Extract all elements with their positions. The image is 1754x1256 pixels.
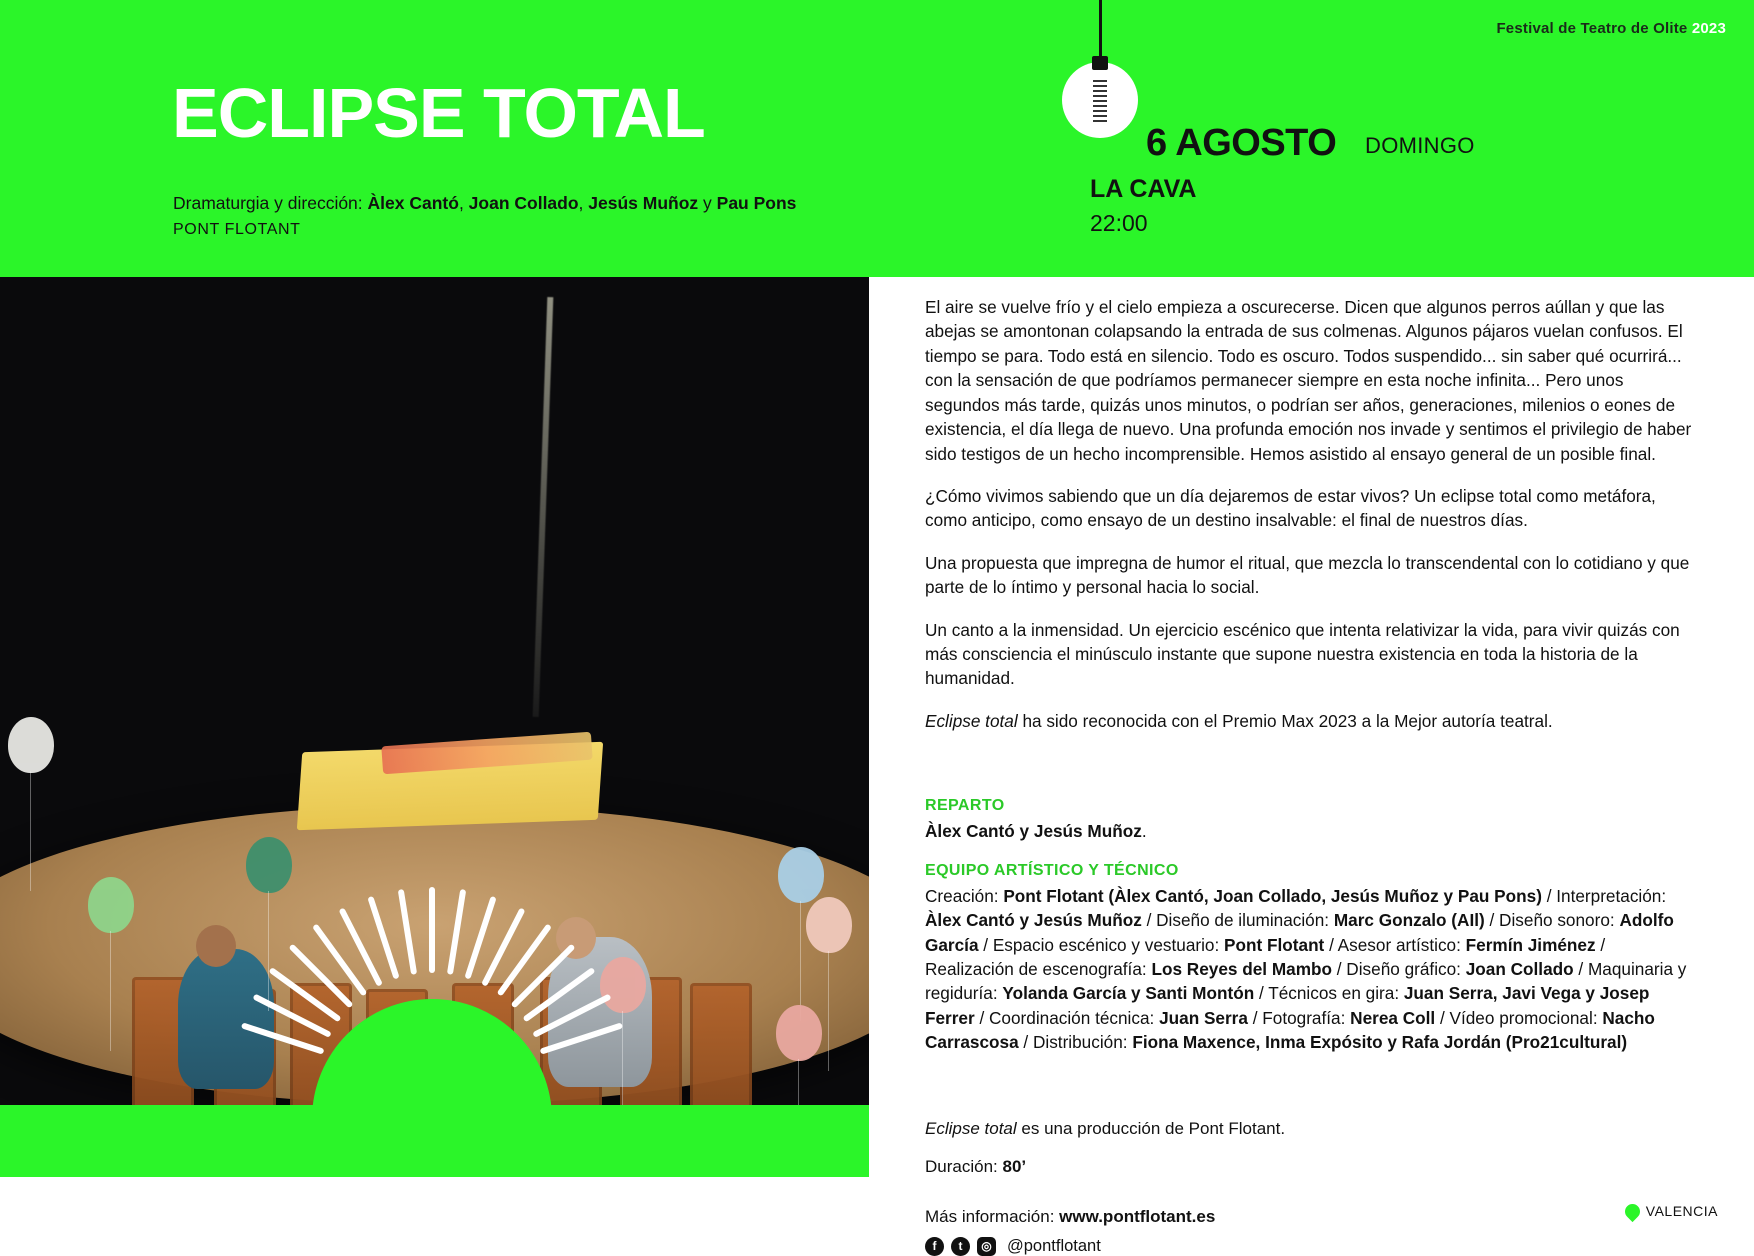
crew-role: / Diseño sonoro: <box>1484 910 1620 931</box>
balloon <box>88 877 134 933</box>
crew-value: Joan Collado <box>1465 959 1574 980</box>
cast-period: . <box>1141 821 1147 842</box>
cast-names-line <box>925 819 1695 843</box>
credit-name-3: Jesús Muñoz <box>588 193 699 213</box>
crew-value: Juan Serra <box>1159 1007 1248 1028</box>
crew-role: / Asesor artístico: <box>1324 934 1466 955</box>
crew-value: Pont Flotant <box>1224 934 1325 955</box>
crew-role: / Fotografía: <box>1247 1007 1351 1028</box>
credit-prefix: Dramaturgia y dirección: <box>173 193 368 213</box>
description-paragraph-4: Un canto a la inmensidad. Un ejercicio escénico que intenta relativizar la vida, para vivir quizás con más consciencia el minúsculo instante que supone nuestra existencia en toda la historia de la humanidad. <box>925 619 1680 689</box>
crew-role: / Espacio escénico y vestuario: <box>978 934 1225 955</box>
crew-role: / Interpretación: <box>1541 885 1667 906</box>
cast-names: Àlex Cantó y Jesús Muñoz <box>925 821 1142 842</box>
award-note-text: ha sido reconocida con el Premio Max 2023 a la Mejor autoría teatral. <box>1017 710 1553 731</box>
city-tag <box>1625 1203 1718 1219</box>
crew-value: Pont Flotant (Àlex Cantó, Joan Collado, Jesús Muñoz y Pau Pons) <box>1003 885 1542 906</box>
event-time: 22:00 <box>1090 210 1148 236</box>
crew-list <box>925 884 1695 1055</box>
production-text: es una producción de Pont Flotant. <box>1016 1118 1286 1138</box>
crew-role: Creación: <box>925 885 1004 906</box>
company-name: PONT FLOTANT <box>173 221 301 238</box>
award-note <box>925 709 1695 733</box>
hanging-lamp-icon <box>1062 0 1138 156</box>
crew-value: Yolanda García y Santi Montón <box>1002 983 1255 1004</box>
stage-backdrop-streak <box>533 297 554 717</box>
duration-label: Duración: <box>925 1156 1003 1176</box>
crew-value: Fiona Maxence, Inma Expósito y Rafa Jordán (Pro21cultural) <box>1132 1032 1628 1053</box>
crew-role: / Diseño gráfico: <box>1331 959 1466 980</box>
crew-role: / Distribución: <box>1018 1032 1133 1053</box>
crew-role: / Realización de escenografía: <box>925 934 1606 980</box>
crew-value: Los Reyes del Mambo <box>1151 959 1332 980</box>
crew-value: Fermín Jiménez <box>1465 934 1596 955</box>
festival-year: 2023 <box>1691 20 1726 37</box>
photo-bottom-band <box>0 1105 869 1177</box>
crew-role: / Coordinación técnica: <box>974 1007 1160 1028</box>
crew-heading: EQUIPO ARTÍSTICO Y TÉCNICO <box>925 861 1179 879</box>
crew-value: Nacho Carrascosa <box>925 1007 1655 1053</box>
description-column <box>925 295 1695 1256</box>
twitter-icon[interactable]: t <box>951 1237 970 1256</box>
production-line <box>925 1117 1695 1141</box>
social-row <box>925 1237 1695 1256</box>
city-label: VALENCIA <box>1645 1203 1718 1219</box>
event-venue: LA CAVA <box>1090 175 1197 203</box>
crew-value: Juan Serra, Javi Vega y Josep Ferrer <box>925 983 1650 1028</box>
more-info-line <box>925 1205 1695 1229</box>
crew-value: Marc Gonzalo (AIl) <box>1333 910 1485 931</box>
description-paragraph-1: El aire se vuelve frío y el cielo empieza a oscurecerse. Dicen que algunos perros aúllan y que las abejas se amontonan colapsando la entrada de sus colmenas. Algunos pájaros vuelan confusos. El tiempo se para. Todo está en silencio. Todo es oscuro. Todos suspendido... sin saber qué ocurrirá... con la sensación de que podríamos permanecer siempre en esta noche infinita... Pero unos segundos más tarde, quizás unos minutos, o podrían ser años, generaciones, milenios o eones de existencia, el día llega de nuevo. Una profunda emoción nos invade y sentimos el privilegio de haber sido testigos de un hecho incomprensible. Hemos asistido al ensayo general de un posible final. <box>925 297 1692 464</box>
crew-value: Adolfo García <box>925 910 1674 955</box>
production-section <box>925 1117 1695 1179</box>
festival-name: Festival de Teatro de Olite <box>1496 20 1688 37</box>
performer-left-head <box>196 925 236 967</box>
crew-role: / Diseño de iluminación: <box>1141 910 1334 931</box>
production-photo <box>0 277 869 1177</box>
direction-credit <box>173 193 796 214</box>
header-band <box>0 0 1754 277</box>
credit-name-2: Joan Collado <box>468 193 579 213</box>
credit-sep-3: y <box>698 193 717 213</box>
description-paragraph-2: ¿Cómo vivimos sabiendo que un día dejaremos de estar vivos? Un eclipse total como metáfora, como anticipo, como ensayo de un destino insalvable: el final de nuestros días. <box>925 485 1656 531</box>
instagram-icon[interactable]: ◎ <box>977 1237 996 1256</box>
crew-role: / Técnicos en gira: <box>1254 983 1404 1004</box>
duration-value: 80’ <box>1002 1156 1027 1176</box>
event-weekday: DOMINGO <box>1365 133 1475 158</box>
festival-label <box>1496 20 1726 37</box>
crew-value: Àlex Cantó y Jesús Muñoz <box>925 910 1142 931</box>
duration-line <box>925 1155 1695 1179</box>
facebook-icon[interactable]: f <box>925 1237 944 1256</box>
event-date: 6 AGOSTO <box>1146 122 1337 164</box>
cast-section <box>925 797 1695 1054</box>
balloon <box>806 897 852 953</box>
page-title: ECLIPSE TOTAL <box>172 74 705 152</box>
credit-name-1: Àlex Cantó <box>367 193 459 213</box>
crew-value: Nerea Coll <box>1350 1007 1436 1028</box>
crew-role: / Maquinaria y regiduría: <box>925 959 1687 1004</box>
balloon <box>776 1005 822 1061</box>
credit-sep-2: , <box>578 193 589 213</box>
description-paragraph-3: Una propuesta que impregna de humor el ritual, que mezcla lo transcendental con lo cotidiano y que parte de lo íntimo y personal hacia lo social. <box>925 552 1690 598</box>
production-show-title: Eclipse total <box>925 1118 1017 1138</box>
location-pin-icon <box>1622 1200 1643 1221</box>
award-show-title: Eclipse total <box>925 710 1018 731</box>
lamp-filament <box>1093 80 1107 122</box>
balloon <box>8 717 54 773</box>
social-handle: @pontflotant <box>1007 1237 1101 1256</box>
contact-section <box>925 1205 1695 1256</box>
cast-heading: REPARTO <box>925 797 1005 815</box>
lamp-cap <box>1092 56 1108 70</box>
more-info-label: Más información: <box>925 1206 1060 1226</box>
credit-sep-1: , <box>458 193 469 213</box>
crew-role: / Vídeo promocional: <box>1435 1007 1603 1028</box>
balloon <box>778 847 824 903</box>
website-link[interactable]: www.pontflotant.es <box>1059 1206 1216 1226</box>
credit-name-4: Pau Pons <box>716 193 797 213</box>
balloon <box>246 837 292 893</box>
